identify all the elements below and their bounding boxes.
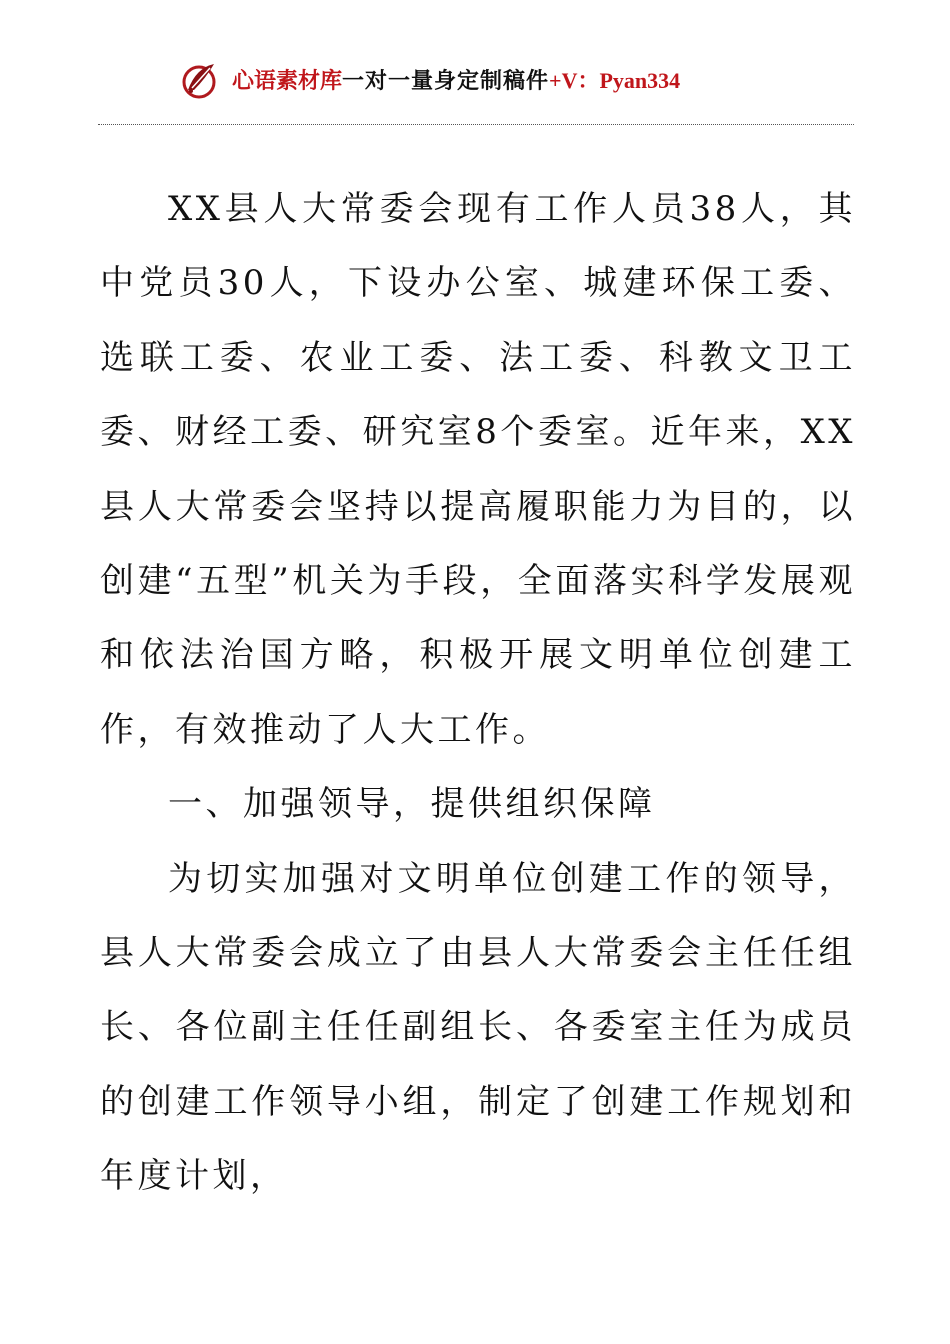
- header-divider: [98, 124, 854, 125]
- paragraph-intro: XX县人大常委会现有工作人员38人，其中党员30人，下设办公室、城建环保工委、选联工委、农业工委、法工委、科教文卫工委、财经工委、研究室8个委室。近年来，XX县人大常委会坚持以提高履职能力为目的，以创建“五型”机关为手段，全面落实科学发展观和依法治国方略，积极开展文明单位创建工作，有效推动了人大工作。: [100, 189, 856, 750]
- header-watermark-text: [232, 66, 680, 96]
- section-heading: 一、加强领导，提供组织保障: [168, 784, 656, 825]
- header-slogan: 一对一量身定制稿件: [342, 68, 550, 94]
- pen-nib-logo-icon: [178, 60, 220, 102]
- header-brand: 心语素材库: [232, 68, 343, 94]
- header-contact: +V：Pyan334: [549, 68, 681, 93]
- paragraph-leadership: 为切实加强对文明单位创建工作的领导，县人大常委会成立了由县人大常委会主任任组长、各位副主任任副组长、各委室主任为成员的创建工作领导小组，制定了创建工作规划和年度计划，: [100, 858, 856, 1197]
- page-header: [0, 56, 950, 110]
- document-body: [100, 172, 856, 1214]
